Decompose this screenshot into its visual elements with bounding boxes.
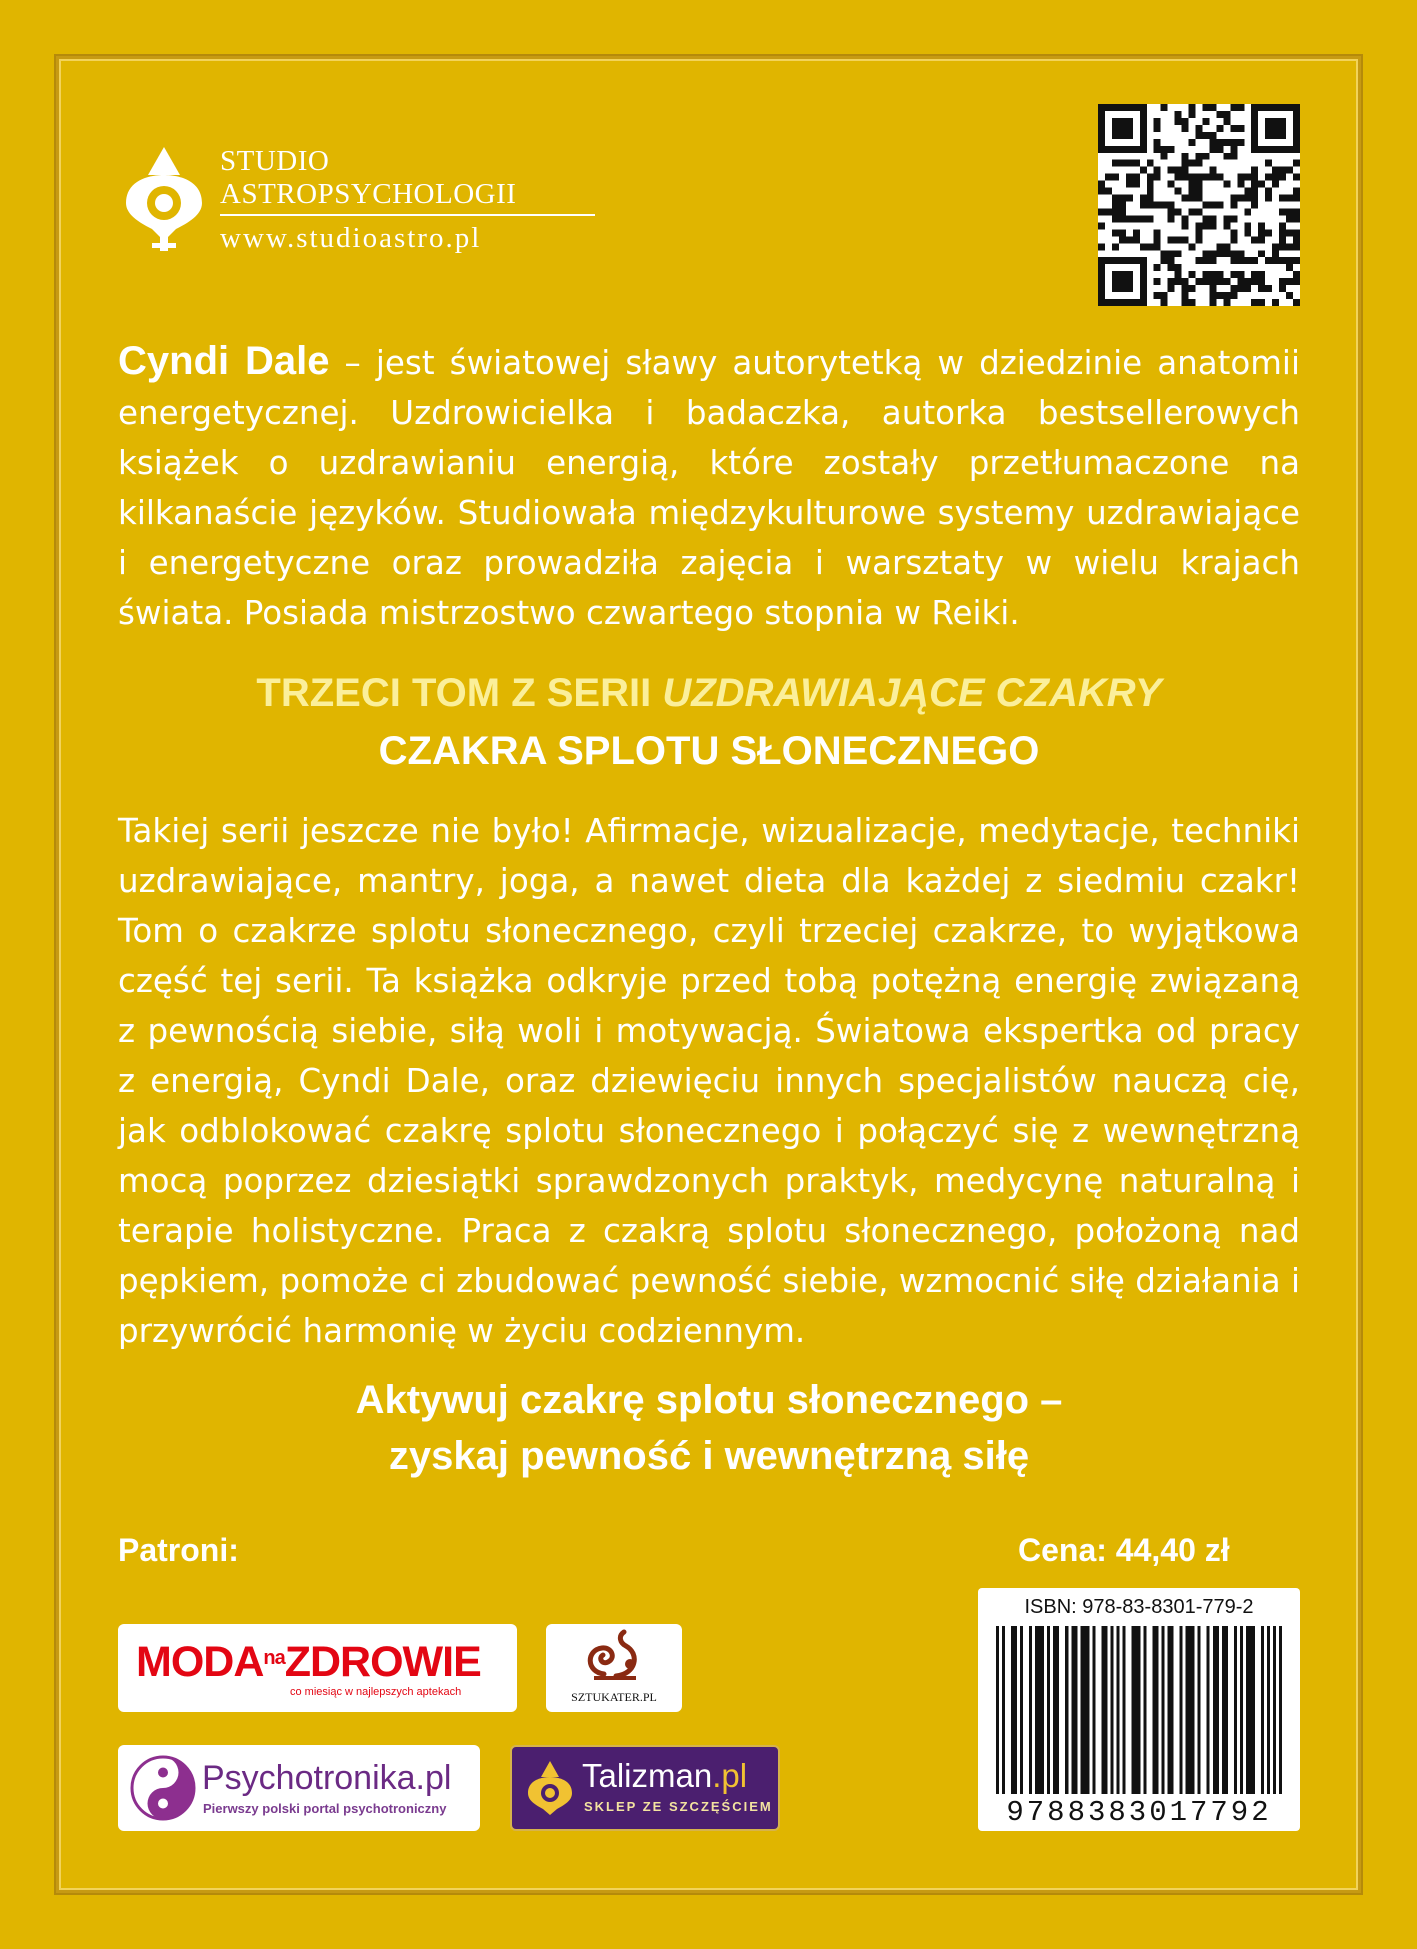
sztukater-ornament-icon — [546, 1624, 682, 1690]
talizman-domain: .pl — [712, 1757, 748, 1794]
talizman-word: Talizman — [582, 1757, 713, 1794]
psychotronika-subtitle: Pierwszy polski portal psychotroniczny — [203, 1801, 447, 1816]
patron-sztukater[interactable] — [546, 1624, 682, 1712]
talizman-name — [582, 1757, 747, 1795]
publisher-logo[interactable] — [118, 145, 598, 265]
yin-yang-icon — [128, 1753, 198, 1823]
moda-word: MODA — [136, 1638, 264, 1686]
publisher-line1: STUDIO — [220, 145, 330, 177]
zdrowie-word: ZDROWIE — [284, 1638, 481, 1686]
ean-digits: 9788383017792 — [1006, 1796, 1272, 1829]
author-bio-text: – jest światowej sławy autorytetką w dziedzinie anatomii energetycznej. Uzdrowicielka i badaczka, autorka bestsellerowych książek o uzdrawianiu energią, które zostały przetłumaczone na kilkanaście języków. Studiowała międzykulturowe systemy uzdrawiające i energetyczne oraz prowadziła zajęcia i warsztaty w wielu krajach świata. Posiada mistrzostwo czwartego stopnia w Reiki. — [118, 344, 1300, 632]
patron-talizman[interactable] — [510, 1745, 780, 1831]
publisher-emblem-icon — [118, 145, 210, 253]
moda-subtitle: co miesiąc w najlepszych aptekach — [290, 1686, 462, 1698]
author-bio — [118, 336, 1300, 638]
publisher-divider — [220, 214, 595, 216]
series-prefix: TRZECI TOM Z SERII — [256, 671, 663, 715]
book-description: Takiej serii jeszcze nie było! Afirmacje, wizualizacje, medytacje, techniki uzdrawiające, mantry, joga, a nawet dieta dla każdej z siedmiu czakr! Tom o czakrze splotu słonecznego, czyli trzeciej czakrze, to wyjątkowa część tej serii. Ta książka odkryje przed tobą potężną energię związaną z pewnością siebie, siłą woli i motywacją. Światowa ekspertka od pracy z energią, Cyndi Dale, oraz dziewięciu innych specjalistów nauczą cię, jak odblokować czakrę splotu słonecznego i połączyć się z wewnętrzną mocą poprzez dziesiątki sprawdzonych praktyk, medycynę naturalną i terapie holistyczne. Praca z czakrą splotu słonecznego, położoną nad pępkiem, pomoże ci zbudować pewność siebie, wzmocnić siłę działania i przywrócić harmonię w życiu codziennym. — [118, 812, 1300, 1350]
patrons-label: Patroni: — [118, 1532, 239, 1568]
publisher-url[interactable]: www.studioastro.pl — [220, 222, 482, 254]
tagline — [118, 1372, 1300, 1484]
tagline-line1: Aktywuj czakrę splotu słonecznego – — [355, 1378, 1063, 1422]
patron-moda-na-zdrowie[interactable] — [118, 1624, 517, 1712]
isbn-label: ISBN: 978-83-8301-779-2 — [1024, 1596, 1254, 1618]
talizman-subtitle: SKLEP ZE SZCZĘŚCIEM — [584, 1799, 773, 1814]
publisher-name — [220, 145, 595, 255]
series-line1 — [118, 664, 1300, 722]
publisher-line2: ASTROPSYCHOLOGII — [220, 178, 517, 210]
price: Cena: 44,40 zł — [1018, 1532, 1230, 1568]
series-name: UZDRAWIAJĄCE CZAKRY — [662, 671, 1162, 715]
tagline-line2: zyskaj pewność i wewnętrzną siłę — [388, 1434, 1030, 1478]
book-title: CZAKRA SPLOTU SŁONECZNEGO — [378, 729, 1040, 773]
barcode-icon — [996, 1626, 1282, 1794]
series-heading — [118, 664, 1300, 780]
talizman-emblem-icon — [524, 1759, 576, 1821]
isbn-barcode — [978, 1588, 1300, 1831]
sztukater-label: SZTUKATER.PL — [571, 1690, 657, 1704]
qr-code-icon — [1098, 104, 1300, 306]
author-name: Cyndi Dale — [118, 339, 330, 383]
moda-logo-text — [136, 1638, 481, 1687]
qr-code[interactable] — [1098, 104, 1300, 306]
psychotronika-name: Psychotronika.pl — [202, 1759, 452, 1797]
patron-psychotronika[interactable] — [118, 1745, 480, 1831]
moda-na: na — [263, 1647, 285, 1669]
